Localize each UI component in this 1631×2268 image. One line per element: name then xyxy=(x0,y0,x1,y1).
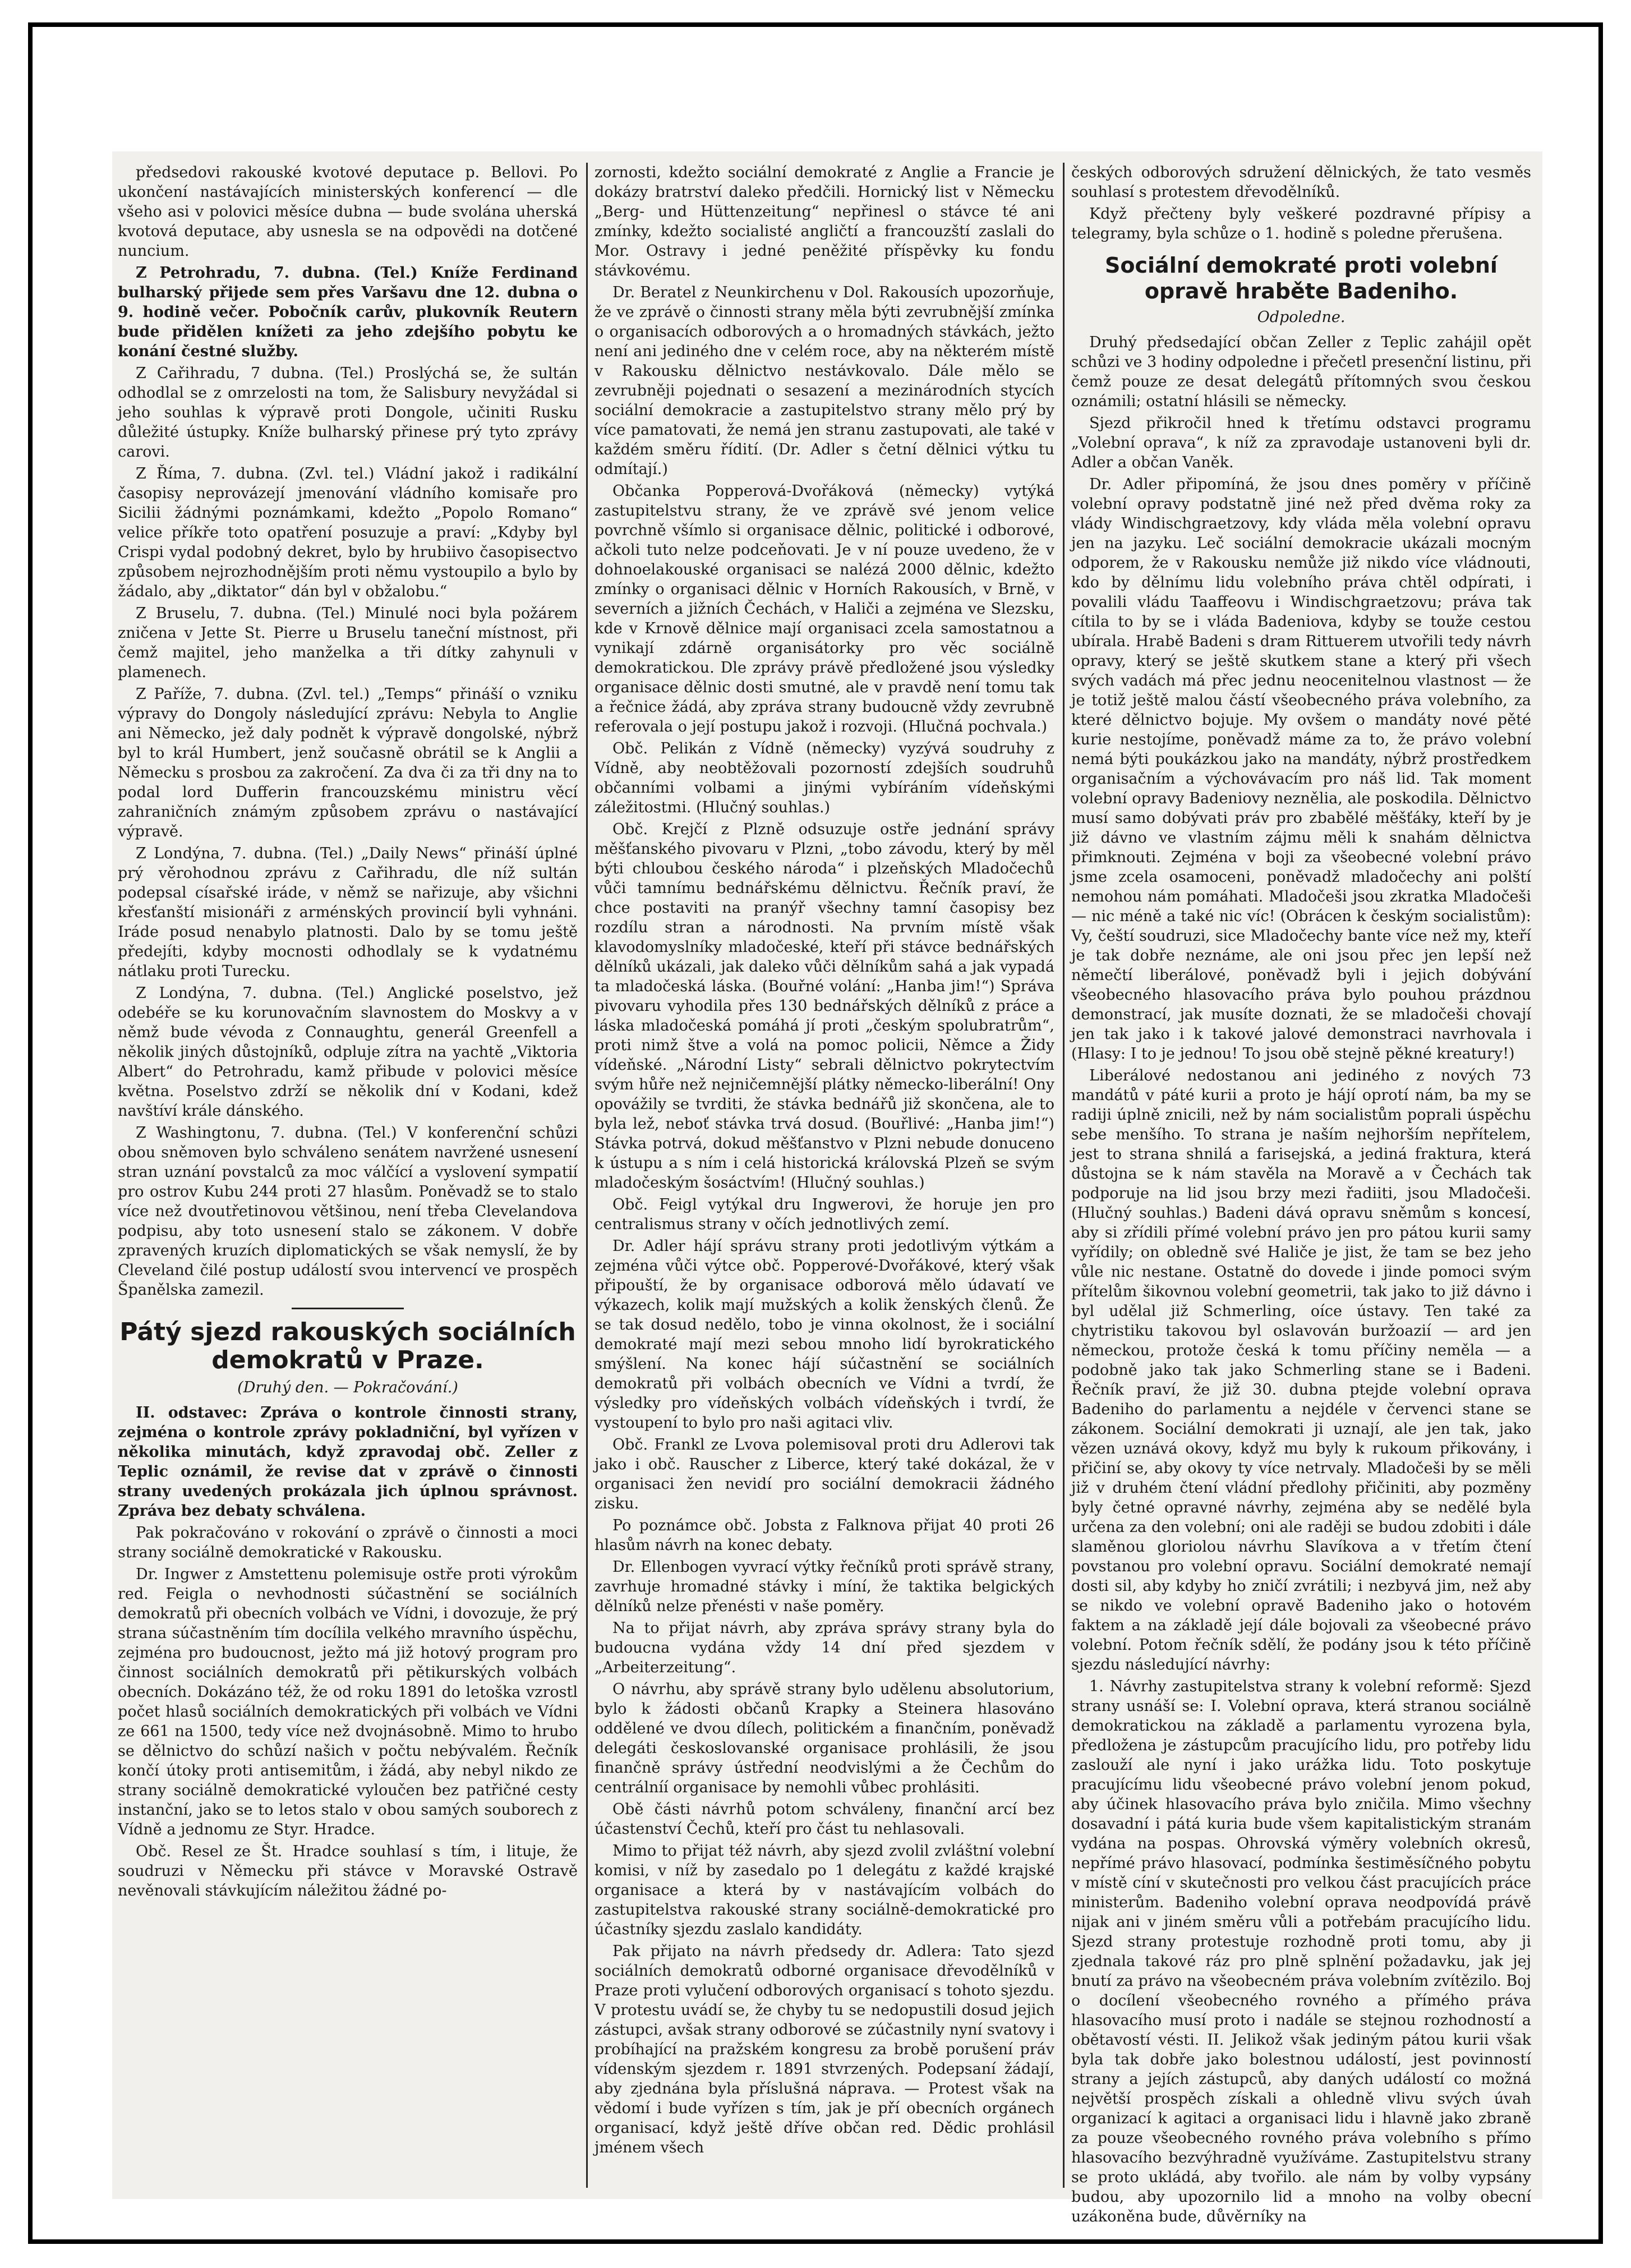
paragraph: Když přečteny byly veškeré pozdravné přípisy a telegramy, byla schůze o 1. hodině s poledne přerušena. xyxy=(1071,205,1531,242)
paragraph: Obč. Krejčí z Plzně odsuzuje ostře jednání správy měšťanského pivovaru v Plzni, „tobo závodu, který by měl býti chloubou českého národa“ i plzeňských Mladočechů vůči tamnímu bednářskému dělnictvu. Řečník praví, že chce postaviti na pranýř všechny tamní časopisy bez rozdílu stran a národnosti. Na prvním místě však klavodomyslníky mladočeské, kteří při stávce bednářských dělníků ukázali, jak daleko vůči dělníkům sahá a jak vypadá ta mladočeská láska. (Bouřné volání: „Hanba jim!“) Správa pivovaru vyhodila přes 130 bednářských dělníků z práce a láska mladočeská pomáhá jí proti „českým spolubratrům“, proti nimž štve a volá na pomoc policii, Němce a Židy vídeňské. „Národní Listy“ sebrali dělnictvo pokrytectvím svým hůře než nejničemnější plátky německo-liberální! Ony opovážily se tvrditi, že stávka bednářů již skončena, ale to byla lež, neboť stávka trvá dosud. (Bouřlivé: „Hanba jim!“) Stávka potrvá, dokud měšťanstvo v Plzni nebude donuceno k ústupu a s ním i celá historická královská Plzeň se svým mladočeským šosáctvím! (Hlučný souhlas.) xyxy=(595,821,1054,1191)
article-subhead: (Druhý den. — Pokračování.) xyxy=(237,1379,458,1396)
paragraph: Obě části návrhů potom schváleny, finanční arcí bez účastenství Čechů, kteří pro část tu nehlasovali. xyxy=(595,1801,1054,1838)
news-item-rim: Z Říma, 7. dubna. (Zvl. tel.) Vládní jakož i radikální časopisy neprovázejí jmenování vládního komisaře pro Sicilii žádnými poznámkami, kdežto „Popolo Romano“ velice příkře toto opatření posuzuje a praví: „Kdyby byl Crispi vydal podobný dekret, bylo by hrubiivo časopisectvo způsobem nejrozhodnějším proti němu vystoupilo a bylo by žádalo, aby „diktator“ dán byl v obžalobu.“ xyxy=(118,465,578,600)
paragraph: O návrhu, aby správě strany bylo udělenu absolutorium, bylo k žádosti občanů Krapky a Steinera hlasováno oddělené ve dvou dílech, politickém a finančním, poněvadž delegáti českoslovanské organisace prohlásili, že jsou finančně správy ústřední neodvislými a že Čechům do centrálníí organisace by nemohli vůbec prohlásiti. xyxy=(595,1681,1054,1796)
paragraph: II. odstavec: Zpráva o kontrole činnosti strany, zejména o kontrole zprávy pokladniční, byl vyřízen v několika minutách, když zpravodaj obč. Zeller z Teplic oznámil, že revise dat v zprávě o činnosti strany uvedených prokázala jich úplnou správnost. Zpráva bez debaty schválena. xyxy=(118,1404,578,1520)
paragraph: Na to přijat návrh, aby zpráva správy strany byla do budoucna vydána vždy 14 dní před sjezdem v „Arbeiterzeitung“. xyxy=(595,1620,1054,1676)
column-rule-1 xyxy=(586,163,588,2188)
paragraph: Liberálové nedostanou ani jediného z nových 73 mandátů v páté kurii a proto je hájí oprotí nám, ba my se radiji úplně znicili, než by nám socialistům poprali úspěchu sebe menšího. To strana je naším nejhorším nepřítelem, jest to strana shnilá a farisejská, a jediná fraktura, která důstojna se k nám stavěla na Moravě a v Čechách tak podporuje na lid jsou brzy mezi řadiiti, jsou Mladočeši. (Hlučný souhlas.) Badeni dává opravu sněmům s koncesí, aby si zřídili přímé volební právo jen pro pátou kurii samy vyřídily; on obledně své Haliče je jist, že tam se bez jeho vůle nic nestane. Ostatně do dovede i jinde pomoci svým přítelům šikovnou volební geometrii, tak jako to již dávno i byl udělal již Schmerling, oíce ústavy. Ten také za chytristiku takovou byl oslavován buržoazií — ard jen německou, protože česká k tomu příčiny neměla — a podobně jako tak jako Schmerling stane se i Badeni. Řečník praví, že již 30. dubna ptejde volební oprava Badeniho do parlamentu a nejdéle v červenci stane se zákonem. Sociální demokrati ji uznají, ale jen tak, jako vězen uznává okovy, když mu byly k rukoum přikovány, i přičiní se, aby okovy ty více netrvaly. Mladočeši by se měli již v druhém čtení vládní předlohy přičiniti, aby pozměny byly četné opravné návrhy, zejména aby se nedělé byla určena za den volební; oni ale raději se budou zdobiti i dále slaměnou gloriolou návrhu Slavíkova a v třetím čtení povstanou pro volební opravu. Sociální demokraté nemají dosti sil, aby kdyby ho zničí zvrátili; i nezbyvá jim, než aby se nikdo ve volební opravě Badeniho jako o hotovém faktem a na základě její dále bojovali za všeobecné právo volební. Potom řečník sdělí, že podány jsou k této příčině sjezdu následující návrhy: xyxy=(1071,1067,1531,1673)
paragraph: 1. Návrhy zastupitelstva strany k volební reformě: Sjezd strany usnáší se: I. Volební oprava, která stranou sociálně demokratickou na základě a parlamentu vyrozena byla, předložena je zástupcům pracujícího lidu, pro potřeby lidu zaslouží ale nyní i jako urážka lidu. Toto poskytuje pracujícímu lidu všeobecné právo volební jenom pokud, aby účinek hlasovacího práva bylo zničila. Mimo všechny dosavadní i pátá kuria bude všem kapitalistickým stranám vydána na pospas. Ohrovská výměry volebních okresů, nepřímé právo hlasovací, podmínka šestiměsíčného pobytu v místě cíní v skutečnosti pro velkou část pracujících práce ministerům. Badeniho volební oprava neodpovídá právě nijak ani v jiném směru vůli a potřebám pracujícího lidu. Sjezd strany protestuje rozhodně proti tomu, aby ji zjednala takové ráz pro plně splnění požadavku, jak jej bnutí za právo na všeobecném práva volebním zvítězilo. Boj o docílení všeobecného rovného a přímého práva hlasovacího musí proto i nadále se stejnou rozhodností a obětavostí vésti. II. Jelikož však jediným pátou kurii však byla tak dobře jako bolestnou událostí, jest povinností strany a jejích zástupců, aby daných událostí co možná největší prospěch získali a ohledně vlivu svých úvah organizací k agitaci a organisaci lidu i hlavně jako zbraně za pouze všeobecného rovného práva volebního s přímo hlasovacího bezvýhradně využíváme. Zastupitelstvu strany se proto ukládá, aby tvořilo. ale nám by volby vypsány budou, aby upozornilo lid a mnoho na volby obecní uzákoněna bude, důvěrníky na xyxy=(1071,1678,1531,2225)
news-item-londyn-2: Z Londýna, 7. dubna. (Tel.) Anglické poselstvo, jež odebéře se ku korunovačním slavnostem do Moskvy a v němž bude vévoda z Connaughtu, generál Greenfell a několik jiných důstojníků, odpluje zítra na yachtě „Viktoria Albert“ do Petrohradu, kamž přibude v polovici měsíce května. Poselstvo zdrží se několik dní v Kodani, kdež navštíví krále dánského. xyxy=(118,985,578,1120)
paragraph: Dr. Beratel z Neunkirchenu v Dol. Rakousích upozorňuje, že ve zprávě o činnosti strany měla býti zevrubnější zmínka o organisacích odborových a o hromadných stávkách, ježto není ani jediného dne v celém roce, aby na některém místě v Rakousku dělnictvo nestávkovalo. Dále mělo se zevrubněji pojednati o sesazení a mezinárodních stycích sociální demokracie a zastupitelstvo strany mělo prý by více pamatovati, že nemá jen stranu zastupovati, ale také v každém směru řídití. (Dr. Adler s četní dělnici výtku tu odmítají.) xyxy=(595,284,1054,478)
paragraph: předsedovi rakouské kvotové deputace p. Bellovi. Po ukončení nastávajících ministerských konferencí — dle všeho asi v polovici měsíce dubna — bude svolána uherská kvotová deputace, aby usnesla se na odpovědi na dotčené nuncium. xyxy=(118,164,578,260)
paragraph: Obč. Pelikán z Vídně (německy) vyzývá soudruhy z Vídně, aby neobtěžovali pozorností zdejších soudruhů občanními volbami a jinými vybíráním vídeňskými záležitostmi. (Hlučný souhlas.) xyxy=(595,740,1054,816)
article-headline: Pátý sjezd rakouských sociálních demokratů v Praze. xyxy=(119,1318,576,1374)
article-headline-2: Sociální demokraté proti volební opravě hraběte Badeniho. xyxy=(1105,253,1498,303)
paragraph: Po poznámce obč. Jobsta z Falknova přijat 40 proti 26 hlasům návrh na konec debaty. xyxy=(595,1517,1054,1554)
column-1 xyxy=(118,163,578,2193)
paragraph: Obč. Frankl ze Lvova polemisoval proti dru Adlerovi tak jako i obč. Rauscher z Liberce, který také dokázal, že v organisaci žen nevidí pro sociální demokracii žádného zisku. xyxy=(595,1436,1054,1512)
column-2 xyxy=(595,163,1054,2193)
paragraph: Pak přijato na návrh předsedy dr. Adlera: Tato sjezd sociálních demokratů odborné organisace dřevodělníků v Praze proti vylučení odborových organisací s tohoto sjezdu. V protestu uvádí se, že chyby tu se nedopustili dosud jejich zástupci, avšak strany odborové se zúčastnily nyní svatovy i probíhající na pražském kongresu za brobě porušení práv vídenským sjezdem r. 1891 stvrzených. Podepsaní žádají, aby zjednána byla příslušná náprava. — Protest však na vědomí i bude vyřízen s tím, jak je pří obecních orgánech organisací, když ještě dříve občan red. Dědic prohlásil jménem všech xyxy=(595,1943,1054,2156)
news-item-petrohrad: Z Petrohradu, 7. dubna. (Tel.) Kníže Ferdinand bulharský přijede sem přes Varšavu dne 12. dubna o 9. hodině večer. Pobočník carův, plukovník Reutern bude přidělen knížeti za jeho zdejšího pobytu ke konání čestné služby. xyxy=(118,264,578,360)
paragraph: Druhý předsedající občan Zeller z Teplic zahájil opět schůzi ve 3 hodiny odpoledne i přečetl presenční listinu, při čemž pouze ze desat delegátů přítomných svou českou oznámili; ostatní hlásili se německy. xyxy=(1071,334,1531,410)
paragraph: Pak pokračováno v rokování o zprávě o činnosti a moci strany sociálně demokratické v Rakousku. xyxy=(118,1524,578,1561)
news-item-brusel: Z Bruselu, 7. dubna. (Tel.) Minulé noci byla požárem zničena v Jette St. Pierre u Bruselu taneční místnost, při čemž majitel, jeho manželka a tři dítky zahynuli v plamenech. xyxy=(118,605,578,681)
paragraph: českých odborových sdružení dělnických, že tato vesměs souhlasí s protestem dřevodělníků. xyxy=(1071,164,1531,201)
paragraph: Obč. Feigl vytýkal dru Ingwerovi, že horuje jen pro centralismus strany v očích jednotlivých zemí. xyxy=(595,1196,1054,1233)
column-3 xyxy=(1071,163,1531,2225)
news-item-carihrad: Z Cařihradu, 7 dubna. (Tel.) Proslýchá se, že sultán odhodlal se z omrzelosti na tom, že Salisbury nevyžádal si jeho souhlas k výpravě proti Dongole, učiniti Rusku důležité ústupky. Kníže bulharský přinese prý tyto zprávy carovi. xyxy=(118,365,578,461)
news-item-londyn-1: Z Londýna, 7. dubna. (Tel.) „Daily News“ přináší úplné prý věrohodnou zprávu z Cařihradu, dle níž sultán podepsal císařské iráde, v němž se nařizuje, aby všichni křesťanští misionáři z arménských provincií byli vyhnáni. Iráde posud nenabylo platnosti. Dalo by se tomu ještě předejíti, kdyby mocnosti odhodlaly se k vydatnému nátlaku proti Turecku. xyxy=(118,845,578,980)
article-subhead-2: Odpoledne. xyxy=(1257,309,1346,326)
paragraph: Dr. Adler připomíná, že jsou dnes poměry v příčině volební opravy podstatně jiné než před dvěma roky za vlády Windischgraetzovy, kdy vláda měla volební opravu jen na jazyku. Leč sociální demokracie ukázali mocným odporem, že v Rakousku nemůže již nikdo více vládnouti, kdo by dělnímu lidu volebního práva chtěl odpírati, i povalili vládu Taaffeovu i Windischgraetzovu; práva tak cítila to by se i vláda Badeniova, kdyby se touže cestou ubírala. Hrabě Badeni s dram Rittuerem utvořili tedy návrh opravy, který se ještě skutkem stane a který při všech svých vadách má přec jednu neocenitelnou vlastnost — že je totiž ještě malou částí všeobecného práva volebního, za které dělnictvo bojuje. My ovšem o mandáty nové pěté kurie nestojíme, poněvadž máme za to, že právo volební nemá býti poukázkou jako na mandáty, nýbrž prostředkem organisačním a výchovávacím pro náš lid. Tak moment volební opravy Badeniovy neznělia, ale poskodila. Dělnictvo musí samo dobývati práv pro zbabělé měšťáky, kteří by je již dávno ve vlastním zájmu měli k snahám dělnictva přimknouti. Zejména v boji za všeobecné volební právo jsme zcela osamoceni, poněvadž mladočechy ani polští nemohou nám pomáhati. Mladočeši jsou zkratka Mladočeši — nic méně a také nic víc! (Obrácen k českým socialistům): Vy, čeští soudruzi, sice Mladočechy bante více než my, kteří je tak dobře neznáme, ale oni jsou přec jen lepší než němečtí liberálové, poněvadž byli i jejich dobývání všeobecného hlasovacího práva bylo pouhou prázdnou demonstrací, jak musíte doznati, že se mladočeši chovají jen tak jako i k takové jalové demonstraci navrhovala i (Hlasy: I to je jednou! To jsou obě stejně pěkné kreatury!) xyxy=(1071,476,1531,1062)
paragraph: Mimo to přijat též návrh, aby sjezd zvolil zvláštní volební komisi, v níž by zasedalo po 1 delegátu z každé krajské organisace a která by v nastávajícím volbách do zastupitelstva rakouské strany sociálně-demokratické pro účastníky sjezdu zaslalo kandidáty. xyxy=(595,1842,1054,1938)
newspaper-page xyxy=(112,151,1542,2225)
paragraph: Občanka Popperová-Dvořáková (německy) vytýká zastupitelstvu strany, že ve zprávě své jenom velice povrchně všímlo si organisace dělnic, politické i odborové, ačkoli tuto nelze podceňovati. Je v ní pouze uvedeno, že v dohnoelakouské organisaci se nalézá 2000 dělnic, kdežto zmínky o organisaci dělnic v Horních Rakousích, v Brně, v severních a jižních Čechách, v Haliči a zejména ve Slezsku, kde v Krnově dělnice mají organisaci zcela samostatnou a vynikají zdárně organisátorky pro věc sociálně demokratickou. Dle zprávy právě předložené jsou výsledky organisace dělnic dosti smutné, ale v pravdě není tomu tak a řečnice žádá, aby zpráva strany budoucně vždy zevrubně referovala o její postupu jakož i rozvoji. (Hlučná pochvala.) xyxy=(595,482,1054,735)
paragraph: Dr. Ingwer z Amstettenu polemisuje ostře proti výrokům red. Feigla o nevhodnosti súčastnění se sociálních demokratů při obecních volbách ve Vídni, i dovozuje, že prý strana súčastněním tím docílila velkého mravního úspěchu, zejména pro budoucnost, ježto má již hotový program pro činnost sociálních demokratů při pětikurských volbách obecních. Dokázáno též, že od roku 1891 do letoška vzrostl počet hlasů sociálních demokratických při volbách ve Vídni ze 661 na 1500, tedy více než dvojnásobně. Mimo to hrubo se dělnictvo do schůzí našich v počtu nebývalém. Řečník končí útoky proti antisemitům, i žádá, aby nebyl nikdo ze strany sociálně demokratické vyloučen bez patřičné cesty instanční, jako se to letos stalo v obou samých souborech z Vídně a jednomu ze Styr. Hradce. xyxy=(118,1566,578,1838)
paragraph: Obč. Resel ze Št. Hradce souhlasí s tím, i lituje, že soudruzi v Německu při stávce v Moravské Ostravě nevěnovali stávkujícím náležitou žádné po- xyxy=(118,1843,578,1899)
paragraph: Sjezd přikročil hned k třetímu odstavci programu „Volební oprava“, k níž za zpravodaje ustanoveni byli dr. Adler a občan Vaněk. xyxy=(1071,415,1531,471)
paragraph: Dr. Ellenbogen vyvrací výtky řečníků proti správě strany, zavrhuje hromadné stávky i míní, že taktika belgických dělníků nelze přenésti v naše poměry. xyxy=(595,1558,1054,1615)
paragraph: zornosti, kdežto sociální demokraté z Anglie a Francie je dokázy bratrství daleko předčili. Hornický list v Německu „Berg- und Hüttenzeitung“ nepřinesl o stávce té ani zmínky, kdežto socialisté angličtí a francouzští zaslali do Mor. Ostravy i jedné peněžité příspěvky ku fondu stávkovému. xyxy=(595,164,1054,279)
paragraph: Dr. Adler hájí správu strany proti jedotlivým výtkám a zejména vůči výtce obč. Popperové-Dvořákové, který však připouští, že by organisace odborová mělo údavatí ve výkazech, kolik mají mužských a kolik ženských členů. Že se tak dosud nedělo, tobo je vinna okolnost, že i sociální demokraté mají mezi sebou mnoho lidí byrokratického smýšlení. Na konec hájí súčastnění se sociálních demokratů při volbách obecních ve Vídni a tvrdí, že výsledky pro vídeňských volbách vídeňských i tvrdí, že vystoupení to bylo pro naši agitaci vliv. xyxy=(595,1237,1054,1432)
news-item-pariz: Z Paříže, 7. dubna. (Zvl. tel.) „Temps“ přináší o vzniku výpravy do Dongoly následující zprávu: Nebyla to Anglie ani Německo, jež daly podnět k výpravě dongolské, nýbrž byl to král Humbert, jenž současně obrátil se k Anglii a Německu s prosbou za zakročení. Za dva či za tři dny na to podal lord Dufferin francouzskému ministru věcí zahraničních známým způsobem zprávu o nastávající výpravě. xyxy=(118,686,578,840)
section-divider xyxy=(292,1308,404,1309)
column-rule-2 xyxy=(1063,163,1065,2188)
news-item-washington: Z Washingtonu, 7. dubna. (Tel.) V konferenční schůzi obou sněmoven bylo schváleno senátem navržené usnesení stran uznání povstalců za moc válčící a vyslovení sympatií pro ostrov Kubu 244 proti 27 hlasům. Poněvadž se to stalo více než dvoutřetinovou většinou, není třeba Clevelandova podpisu, aby toto usnesení stalo se zákonem. V dobře zpravených kruzích diplomatických se však nemyslí, že by Cleveland čilé postup událostí svou intervencí ve prospěch Španělska zamezil. xyxy=(118,1124,578,1299)
